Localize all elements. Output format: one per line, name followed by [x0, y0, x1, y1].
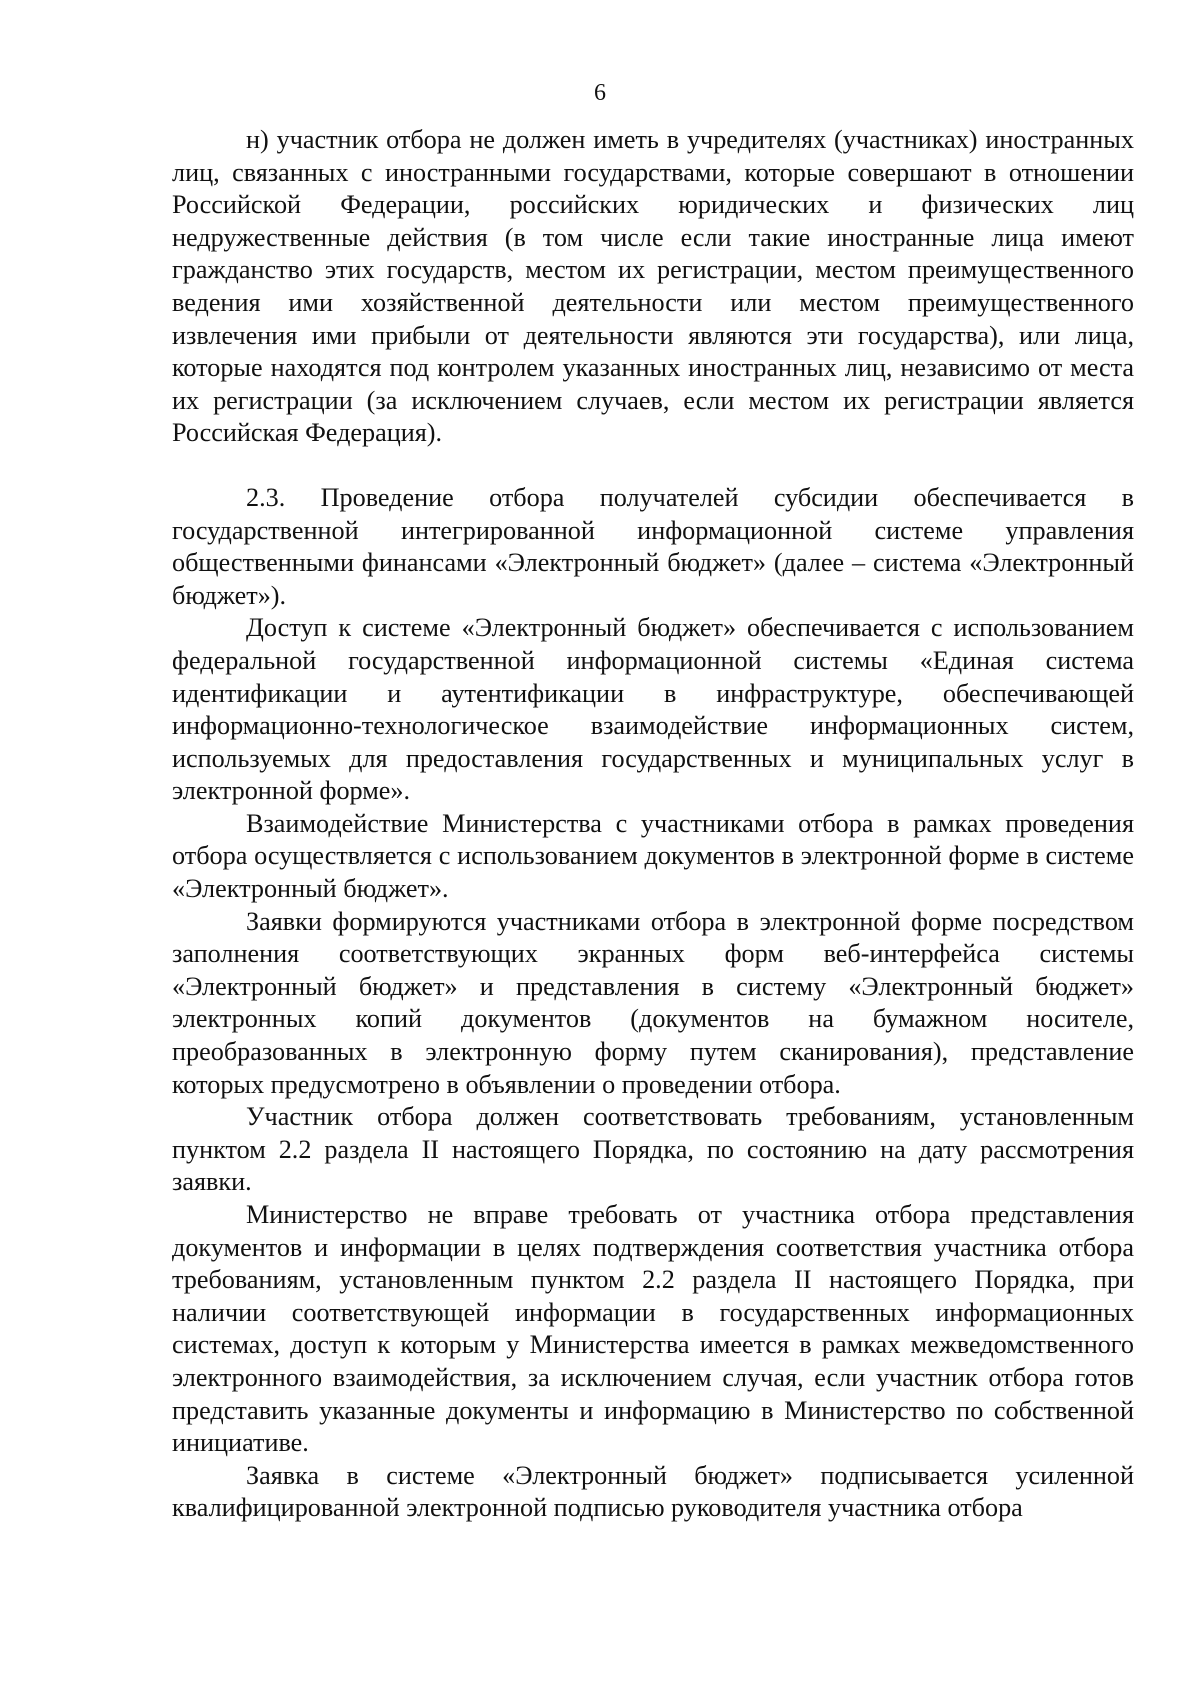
paragraph-n-foreign-founders: н) участник отбора не должен иметь в учредителях (участниках) иностранных лиц, связанных с иностранными государствами, которые совершают в отношении Российской Федерации, российских юридических и физических лиц недружественные действия (в том числе если такие иностранные лица имеют гражданство этих государств, местом их регистрации, местом преимущественного ведения ими хозяйственной деятельности или местом преимущественного извлечения ими прибыли от деятельности являются эти государства), или лица, которые находятся под контролем указанных иностранных лиц, независимо от места их регистрации (за исключением случаев, если местом их регистрации является Российская Федерация).: [172, 125, 1134, 448]
paragraph-2-3-selection-system: 2.3. Проведение отбора получателей субсидии обеспечивается в государственной интегрированной информационной системе управления общественными финансами «Электронный бюджет» (далее – система «Электронный бюджет»).: [172, 482, 1134, 610]
paragraph-applications: Заявки формируются участниками отбора в электронной форме посредством заполнения соответствующих экранных форм веб-интерфейса системы «Электронный бюджет» и представления в систему «Электронный бюджет» электронных копий документов (документов на бумажном носителе, преобразованных в электронную форму путем сканирования), представление которых предусмотрено в объявлении о проведении отбора.: [172, 906, 1134, 1099]
paragraph-participant-requirements: Участник отбора должен соответствовать требованиям, установленным пунктом 2.2 раздела II настоящего Порядка, по состоянию на дату рассмотрения заявки.: [172, 1102, 1134, 1197]
paragraph-application-signature: Заявка в системе «Электронный бюджет» подписывается усиленной квалифицированной электронной подписью руководителя участника отбора: [172, 1460, 1134, 1523]
page-number: 6: [594, 80, 606, 106]
paragraph-ministry-restrictions: Министерство не вправе требовать от участника отбора представления документов и информации в целях подтверждения соответствия участника отбора требованиям, установленным пунктом 2.2 раздела II настоящего Порядка, при наличии соответствующей информации в государственных информационных системах, доступ к которым у Министерства имеется в рамках межведомственного электронного взаимодействия, за исключением случая, если участник отбора готов представить указанные документы и информацию в Министерство по собственной инициативе.: [172, 1200, 1134, 1458]
document-body: [172, 124, 1134, 1525]
paragraph-interaction: Взаимодействие Министерства с участниками отбора в рамках проведения отбора осуществляется с использованием документов в электронной форме в системе «Электронный бюджет».: [172, 808, 1134, 904]
paragraph-system-access: Доступ к системе «Электронный бюджет» обеспечивается с использованием федеральной государственной информационной системы «Единая система идентификации и аутентификации в инфраструктуре, обеспечивающей информационно-технологическое взаимодействие информационных систем, используемых для предоставления государственных и муниципальных услуг в электронной форме».: [172, 613, 1134, 806]
